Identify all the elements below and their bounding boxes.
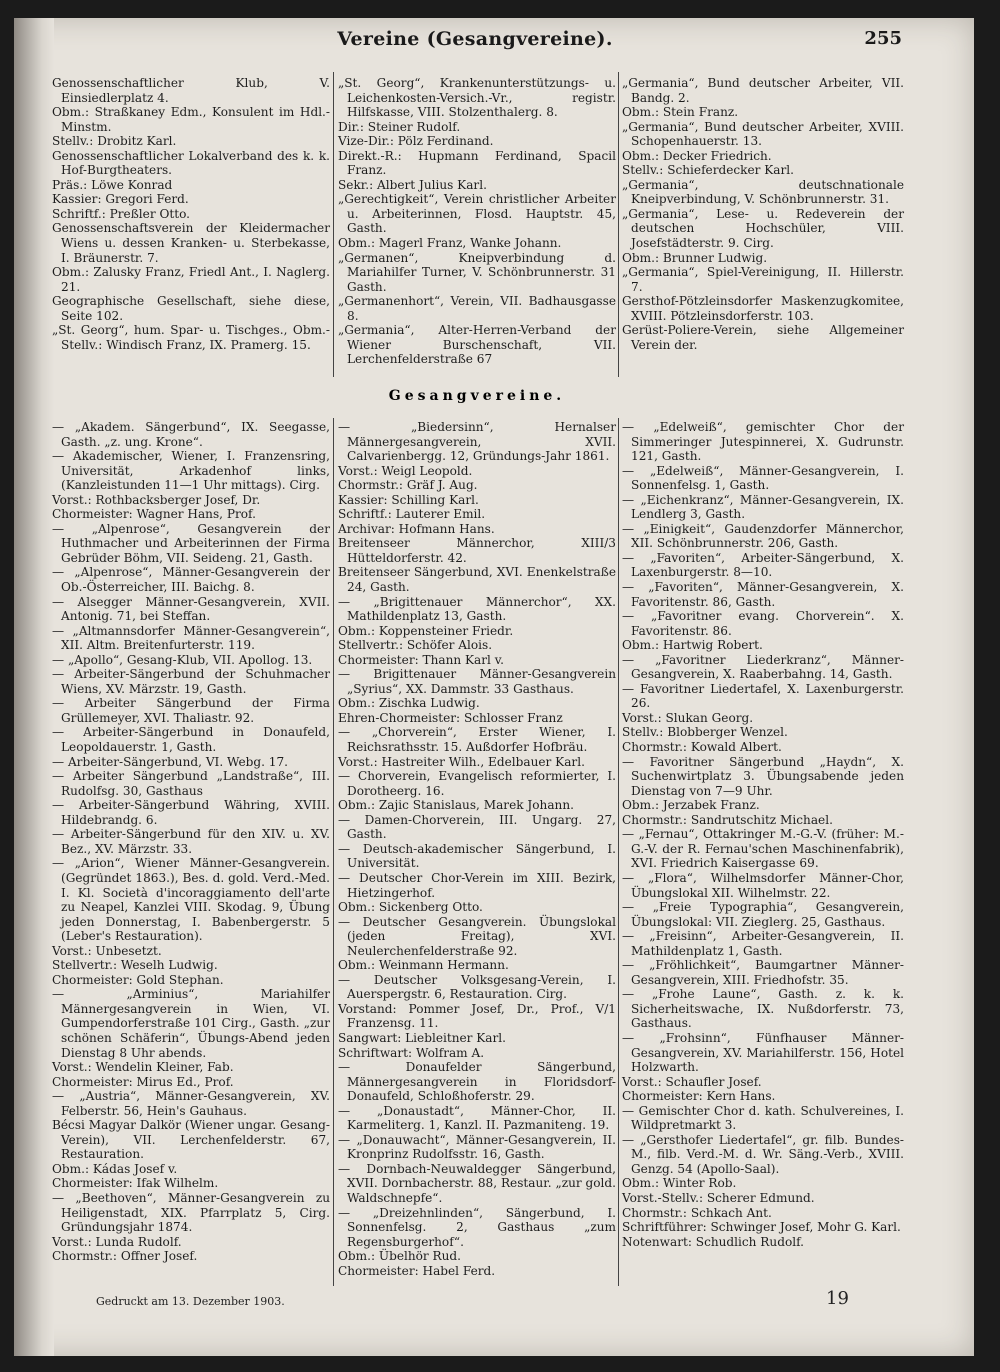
directory-entry: „Germania“, Bund deutscher Arbeiter, VII. Bandg. 2.: [622, 76, 904, 105]
directory-entry: Obm.: Weinmann Hermann.: [338, 958, 509, 973]
directory-entry: Obm.: Magerl Franz, Wanke Johann.: [338, 236, 562, 251]
directory-entry: — „Favoritner Liederkranz“, Männer-Gesangverein, X. Raaberbahng. 14, Gasth.: [622, 652, 904, 682]
directory-entry: Archivar: Hofmann Hans.: [338, 521, 495, 536]
directory-entry: — „Dreizehnlinden“, Sängerbund, I. Sonnenfelsg. 2, Gasthaus „zum Regensburgerhof“.: [338, 1205, 616, 1249]
directory-entry: — Brigittenauer Männer-Gesangverein „Syrius“, XX. Dammstr. 33 Gasthaus.: [338, 667, 616, 696]
directory-entry: Chormstr.: Kowald Albert.: [622, 740, 782, 755]
column-rule: [333, 72, 334, 377]
directory-entry: Vorst.: Slukan Georg.: [622, 710, 754, 725]
directory-entry: Obm.: Sickenberg Otto.: [338, 900, 483, 915]
directory-entry: — Deutscher Chor-Verein im XIII. Bezirk, Hietzingerhof.: [338, 870, 616, 900]
directory-entry: — Arbeiter Sängerbund der Firma Grüllemeyer, XVI. Thaliastr. 92.: [52, 696, 330, 725]
directory-entry: „Germania“, deutschnationale Kneipverbindung, V. Schönbrunnerstr. 31.: [622, 177, 904, 207]
directory-entry: Vorst.: Wendelin Kleiner, Fab.: [52, 1060, 234, 1075]
directory-entry: Geographische Gesellschaft, siehe diese, Seite 102.: [52, 294, 330, 323]
directory-entry: Notenwart: Schudlich Rudolf.: [622, 1234, 804, 1249]
directory-entry: — Akademischer, Wiener, I. Franzensring, Universität, Arkadenhof links, (Kanzleistunden 11—1 Uhr mittags). Cirg.: [52, 449, 330, 493]
directory-entry: Obm.: Zajic Stanislaus, Marek Johann.: [338, 798, 574, 813]
directory-entry: — „Einigkeit“, Gaudenzdorfer Männerchor, XII. Schönbrunnerstr. 206, Gasth.: [622, 521, 904, 551]
directory-entry: — „Freie Typographia“, Gesangverein, Übungslokal: VII. Zieglerg. 25, Gasthaus.: [622, 900, 904, 929]
page-header: [44, 28, 906, 56]
directory-entry: Obm.: Hartwig Robert.: [622, 638, 763, 653]
directory-entry: „Germanenhort“, Verein, VII. Badhausgasse 8.: [338, 294, 616, 323]
directory-entry: — „Biedersinn“, Hernalser Männergesangverein, XVII. Calvarienbergg. 12, Gründungs-Jahr 1861.: [338, 420, 616, 464]
directory-entry: — Favoritner Sängerbund „Haydn“, X. Suchenwirtplatz 3. Übungsabende jeden Dienstag von 7—9 Uhr.: [622, 754, 904, 798]
directory-entry: „Germania“, Alter-Herren-Verband der Wiener Burschenschaft, VII. Lerchenfelderstraße 67: [338, 323, 616, 367]
directory-entry: — „Akadem. Sängerbund“, IX. Seegasse, Gasth. „z. ung. Krone“.: [52, 420, 330, 449]
directory-entry: Sangwart: Liebleitner Karl.: [338, 1030, 507, 1045]
directory-entry: Bécsi Magyar Dalkör (Wiener ungar. Gesang-Verein), VII. Lerchenfelderstr. 67, Restauration.: [52, 1118, 330, 1162]
directory-entry: — „Arion“, Wiener Männer-Gesangverein. (Gegründet 1863.), Bes. d. gold. Verd.-Med. I. Kl. Società d'incoraggiamento dell'arte zu Neapel, Kanzlei VIII. Skodag. 9, Übung jeden Donnerstag, I. Babenbergerstr. 5 (Leber's Restauration).: [52, 856, 330, 944]
directory-entry: — Damen-Chorverein, III. Ungarg. 27, Gasth.: [338, 812, 616, 842]
directory-entry: Chormstr.: Offner Josef.: [52, 1249, 198, 1264]
section-title: Gesangvereine.: [388, 388, 566, 404]
directory-entry: — Arbeiter Sängerbund „Landstraße“, III. Rudolfsg. 30, Gasthaus: [52, 769, 330, 798]
directory-entry: Chormeister: Thann Karl v.: [338, 652, 504, 667]
directory-entry: Schriftwart: Wolfram A.: [338, 1045, 485, 1060]
column-2-lower: [338, 420, 616, 1278]
directory-entry: Obm.: Brunner Ludwig.: [622, 250, 768, 265]
section-heading-wrap: [338, 388, 616, 404]
directory-entry: Chormeister: Habel Ferd.: [338, 1263, 496, 1278]
column-rule: [333, 418, 334, 1286]
directory-entry: Schriftführer: Schwinger Josef, Mohr G. Karl.: [622, 1220, 901, 1235]
directory-entry: — Dornbach-Neuwaldegger Sängerbund, XVII. Dornbacherstr. 88, Restaur. „zur gold. Waldschnepfe“.: [338, 1161, 616, 1205]
directory-entry: Stellv.: Schieferdecker Karl.: [622, 163, 795, 178]
directory-entry: „Gerechtigkeit“, Verein christlicher Arbeiter u. Arbeiterinnen, Flosd. Hauptstr. 45, Gasth.: [338, 192, 616, 236]
directory-entry: Chormstr.: Schkach Ant.: [622, 1205, 772, 1220]
directory-entry: — „Austria“, Männer-Gesangverein, XV. Felberstr. 56, Hein's Gauhaus.: [52, 1089, 330, 1118]
directory-entry: — „Edelweiß“, gemischter Chor der Simmeringer Jutespinnerei, X. Gudrunstr. 121, Gasth.: [622, 420, 904, 464]
directory-entry: Obm.: Decker Friedrich.: [622, 148, 772, 163]
directory-entry: Obm.: Winter Rob.: [622, 1176, 737, 1191]
column-1-top: [52, 76, 330, 352]
directory-entry: „St. Georg“, hum. Spar- u. Tischges., Obm.-Stellv.: Windisch Franz, IX. Pramerg. 15.: [52, 323, 330, 352]
directory-entry: — „Edelweiß“, Männer-Gesangverein, I. Sonnenfelsg. 1, Gasth.: [622, 463, 904, 493]
directory-entry: — „Gersthofer Liedertafel“, gr. filb. Bundes-M., filb. Verd.-M. d. Wr. Säng.-Verb., XVIII. Genzg. 54 (Apollo-Saal).: [622, 1132, 904, 1176]
directory-entry: Breitenseer Sängerbund, XVI. Enenkelstraße 24, Gasth.: [338, 565, 616, 595]
directory-entry: — „Eichenkranz“, Männer-Gesangverein, IX. Lendlerg 3, Gasth.: [622, 492, 904, 522]
directory-entry: — „Arminius“, Mariahilfer Männergesangverein in Wien, VI. Gumpendorferstraße 101 Cirg., Gasth. „zur schönen Schäferin“, Übungs-Abend jeden Dienstag 8 Uhr abends.: [52, 987, 330, 1060]
directory-entry: Vorst.: Schaufler Josef.: [622, 1074, 762, 1089]
directory-entry: Stellv.: Blobberger Wenzel.: [622, 725, 788, 740]
directory-entry: — „Fröhlichkeit“, Baumgartner Männer-Gesangverein, XIII. Friedhofstr. 35.: [622, 958, 904, 987]
directory-entry: Vorst.: Hastreiter Wilh., Edelbauer Karl.: [338, 754, 585, 769]
directory-entry: Stellvertr.: Weselh Ludwig.: [52, 958, 218, 973]
directory-entry: — Gemischter Chor d. kath. Schulvereines, I. Wildpretmarkt 3.: [622, 1103, 904, 1133]
directory-entry: Präs.: Löwe Konrad: [52, 177, 173, 192]
directory-entry: — „Beethoven“, Männer-Gesangverein zu Heiligenstadt, XIX. Pfarrplatz 5, Cirg. Gründungsjahr 1874.: [52, 1190, 330, 1235]
directory-entry: Breitenseer Männerchor, XIII/3 Hütteldorferstr. 42.: [338, 536, 616, 565]
directory-entry: — Chorverein, Evangelisch reformierter, I. Dorotheerg. 16.: [338, 769, 616, 798]
column-rule: [618, 418, 619, 1286]
directory-entry: Obm.: Stein Franz.: [622, 105, 739, 120]
directory-entry: Chormeister: Ifak Wilhelm.: [52, 1176, 219, 1191]
directory-entry: Vorst.: Unbesetzt.: [52, 943, 162, 958]
directory-entry: — Deutscher Volksgesang-Verein, I. Auerspergstr. 6, Restauration. Cirg.: [338, 972, 616, 1002]
directory-entry: — „Alpenrose“, Männer-Gesangverein der Ob.-Österreicher, III. Baichg. 8.: [52, 565, 330, 595]
directory-entry: — „Flora“, Wilhelmsdorfer Männer-Chor, Übungslokal XII. Wilhelmstr. 22.: [622, 870, 904, 900]
column-2-top: [338, 76, 616, 367]
directory-entry: — Donaufelder Sängerbund, Männergesangverein in Floridsdorf-Donaufeld, Schloßhoferstr. 29.: [338, 1060, 616, 1104]
directory-entry: Vize-Dir.: Pölz Ferdinand.: [338, 134, 494, 149]
directory-entry: Obm.: Zalusky Franz, Friedl Ant., I. Naglerg. 21.: [52, 265, 330, 294]
directory-entry: Dir.: Steiner Rudolf.: [338, 119, 461, 134]
directory-entry: — „Alpenrose“, Gesangverein der Huthmacher und Arbeiterinnen der Firma Gebrüder Böhm, VII. Seideng. 21, Gasth.: [52, 521, 330, 565]
directory-entry: Schriftf.: Lauterer Emil.: [338, 507, 486, 522]
directory-entry: Direkt.-R.: Hupmann Ferdinand, Spacil Franz.: [338, 148, 616, 178]
directory-entry: — Arbeiter-Sängerbund Währing, XVIII. Hildebrandg. 6.: [52, 798, 330, 827]
directory-entry: — „Freisinn“, Arbeiter-Gesangverein, II. Mathildenplatz 1, Gasth.: [622, 929, 904, 958]
directory-entry: Chormeister: Kern Hans.: [622, 1089, 776, 1104]
directory-entry: — Favoritner Liedertafel, X. Laxenburgerstr. 26.: [622, 681, 904, 711]
directory-entry: — Arbeiter-Sängerbund, VI. Webg. 17.: [52, 754, 289, 769]
column-2: [338, 76, 616, 367]
directory-entry: Genossenschaftlicher Klub, V. Einsiedlerplatz 4.: [52, 76, 330, 105]
directory-entry: — „Donaustadt“, Männer-Chor, II. Karmeliterg. 1, Kanzl. II. Pazmaniteng. 19.: [338, 1103, 616, 1133]
directory-entry: Gersthof-Pötzleinsdorfer Maskenzugkomitee, XVIII. Pötzleinsdorferstr. 103.: [622, 294, 904, 323]
directory-entry: Kassier: Gregori Ferd.: [52, 192, 189, 207]
directory-entry: — „Frohsinn“, Fünfhauser Männer-Gesangverein, XV. Mariahilferstr. 156, Hotel Holzwarth.: [622, 1030, 904, 1075]
directory-entry: Gerüst-Poliere-Verein, siehe Allgemeiner Verein der.: [622, 323, 904, 352]
directory-entry: — „Favoriten“, Arbeiter-Sängerbund, X. Laxenburgerstr. 8—10.: [622, 550, 904, 580]
signature-mark: 19: [826, 1288, 849, 1309]
directory-entry: Vorst.: Weigl Leopold.: [338, 463, 473, 478]
directory-entry: — Deutscher Gesangverein. Übungslokal (jeden Freitag), XVI. Neulerchenfelderstraße 92.: [338, 914, 616, 958]
directory-entry: „Germania“, Lese- u. Redeverein der deutschen Hochschüler, VIII. Josefstädterstr. 9. Cirg.: [622, 206, 904, 251]
directory-entry: „Germanen“, Kneipverbindung d. Mariahilfer Turner, V. Schönbrunnerstr. 31 Gasth.: [338, 250, 616, 294]
directory-entry: — „Favoritner evang. Chorverein“. X. Favoritenstr. 86.: [622, 609, 904, 638]
book-gutter: [14, 18, 54, 1356]
directory-entry: — Deutsch-akademischer Sängerbund, I. Universität.: [338, 841, 616, 871]
directory-entry: Kassier: Schilling Karl.: [338, 492, 479, 507]
page-number: 255: [864, 28, 902, 49]
column-3-lower: [622, 420, 904, 1249]
directory-entry: Chormeister: Mirus Ed., Prof.: [52, 1074, 234, 1089]
directory-entry: Obm.: Jerzabek Franz.: [622, 798, 760, 813]
directory-entry: — Arbeiter-Sängerbund für den XIV. u. XV. Bez., XV. Märzstr. 33.: [52, 827, 330, 856]
directory-entry: „Germania“, Spiel-Vereinigung, II. Hillerstr. 7.: [622, 265, 904, 294]
directory-entry: Vorst.: Lunda Rudolf.: [52, 1234, 182, 1249]
directory-entry: — Arbeiter-Sängerbund der Schuhmacher Wiens, XV. Märzstr. 19, Gasth.: [52, 667, 330, 696]
directory-entry: Obm.: Koppensteiner Friedr.: [338, 623, 514, 638]
column-3: [622, 76, 904, 352]
directory-entry: — Arbeiter-Sängerbund in Donaufeld, Leopoldauerstr. 1, Gasth.: [52, 725, 330, 755]
directory-entry: Stellv.: Drobitz Karl.: [52, 134, 177, 149]
column-1: [52, 76, 330, 352]
directory-entry: — „Frohe Laune“, Gasth. z. k. k. Sicherheitswache, IX. Nußdorferstr. 73, Gasthaus.: [622, 987, 904, 1031]
directory-entry: — „Chorverein“, Erster Wiener, I. Reichsrathsstr. 15. Außdorfer Hofbräu.: [338, 725, 616, 755]
directory-entry: Vorst.-Stellv.: Scherer Edmund.: [622, 1190, 815, 1205]
directory-entry: Obm.: Straßkaney Edm., Konsulent im Hdl.-Minstm.: [52, 105, 330, 134]
directory-entry: Genossenschaftsverein der Kleidermacher Wiens u. dessen Kranken- u. Sterbekasse, I. Bräunerstr. 7.: [52, 221, 330, 265]
page-title: Vereine (Gesangvereine).: [337, 28, 613, 50]
directory-entry: Obm.: Kádas Josef v.: [52, 1161, 178, 1176]
column-1-lower: [52, 420, 330, 1264]
print-date: Gedruckt am 13. Dezember 1903.: [96, 1295, 285, 1308]
directory-entry: Chormeister: Wagner Hans, Prof.: [52, 507, 256, 522]
directory-entry: — „Fernau“, Ottakringer M.-G.-V. (früher: M.-G.-V. der R. Fernau'schen Maschinenfabrik), XVI. Friedrich Kaisergasse 69.: [622, 827, 904, 871]
directory-entry: Vorstand: Pommer Josef, Dr., Prof., V/1 Franzensg. 11.: [338, 1001, 616, 1031]
directory-entry: Chormeister: Gold Stephan.: [52, 972, 224, 987]
directory-entry: „Germania“, Bund deutscher Arbeiter, XVIII. Schopenhauerstr. 13.: [622, 119, 904, 149]
directory-entry: Chormstr.: Gräf J. Aug.: [338, 478, 478, 493]
directory-entry: Schriftf.: Preßler Otto.: [52, 206, 190, 221]
directory-entry: — „Favoriten“, Männer-Gesangverein, X. Favoritenstr. 86, Gasth.: [622, 580, 904, 609]
directory-entry: — „Donauwacht“, Männer-Gesangverein, II. Kronprinz Rudolfsstr. 16, Gasth.: [338, 1132, 616, 1162]
directory-entry: — „Altmannsdorfer Männer-Gesangverein“, XII. Altm. Breitenfurterstr. 119.: [52, 623, 330, 653]
directory-entry: — „Apollo“, Gesang-Klub, VII. Apollog. 13.: [52, 652, 313, 667]
directory-entry: Sekr.: Albert Julius Karl.: [338, 177, 487, 192]
directory-entry: Ehren-Chormeister: Schlosser Franz: [338, 710, 563, 725]
column-3-top: [622, 76, 904, 352]
directory-entry: — „Brigittenauer Männerchor“, XX. Mathildenplatz 13, Gasth.: [338, 594, 616, 624]
directory-entry: Chormstr.: Sandrutschitz Michael.: [622, 812, 833, 827]
directory-entry: Obm.: Zischka Ludwig.: [338, 696, 480, 711]
directory-entry: — Alsegger Männer-Gesangverein, XVII. Antonig. 71, bei Steffan.: [52, 594, 330, 624]
directory-entry: Obm.: Übelhör Rud.: [338, 1249, 462, 1264]
directory-entry: Vorst.: Rothbacksberger Josef, Dr.: [52, 492, 261, 507]
directory-entry: Genossenschaftlicher Lokalverband des k. k. Hof-Burgtheaters.: [52, 148, 330, 178]
directory-entry: „St. Georg“, Krankenunterstützungs- u. Leichenkosten-Versich.-Vr., registr. Hilfskasse, VIII. Stolzenthalerg. 8.: [338, 76, 616, 120]
directory-entry: Stellvertr.: Schöfer Alois.: [338, 638, 493, 653]
column-rule: [618, 72, 619, 377]
